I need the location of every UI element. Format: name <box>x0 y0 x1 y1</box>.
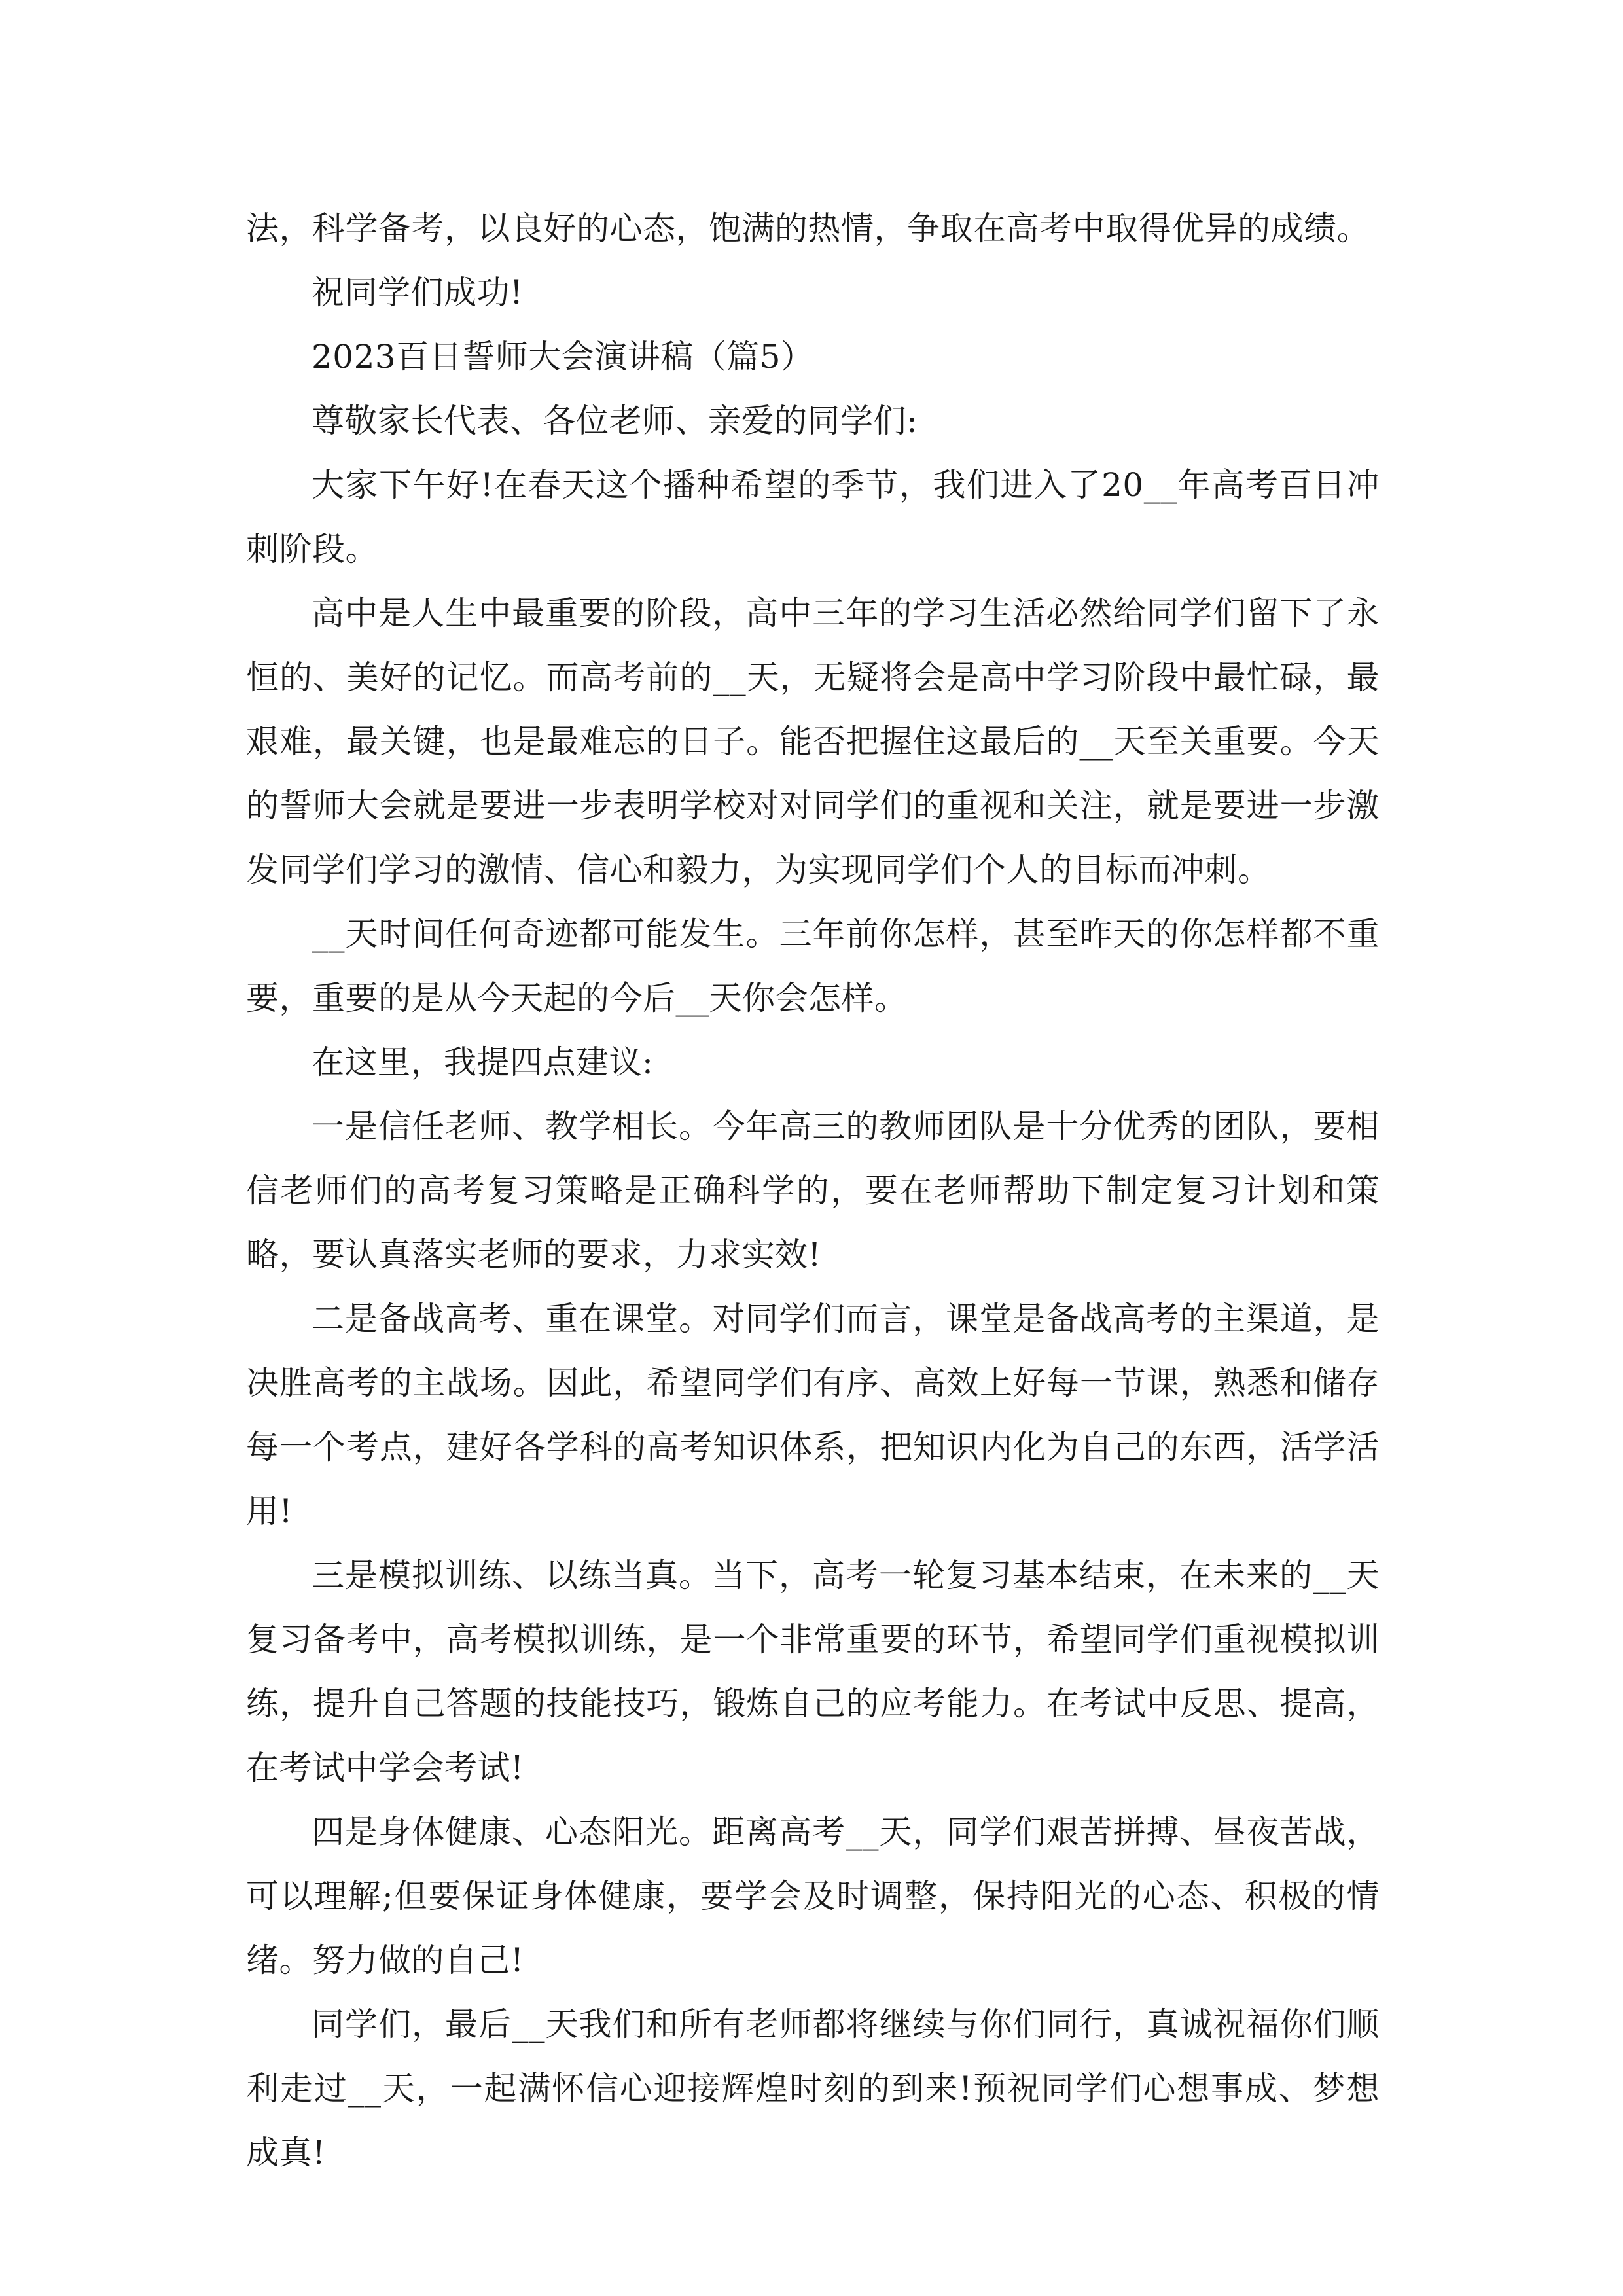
paragraph-closing: 同学们，最后__天我们和所有老师都将继续与你们同行，真诚祝福你们顺利走过__天，一起满怀信心迎接辉煌时刻的到来!预祝同学们心想事成、梦想成真! <box>246 2005 1380 2172</box>
section-title: 2023百日誓师大会演讲稿（篇5） <box>312 338 814 376</box>
paragraph-continuation: 法，科学备考，以良好的心态，饱满的热情，争取在高考中取得优异的成绩。 <box>246 209 1370 247</box>
paragraph-suggestion-3: 三是模拟训练、以练当真。当下，高考一轮复习基本结束，在未来的__天复习备考中，高考模拟训练，是一个非常重要的环节，希望同学们重视模拟训练，提升自己答题的技能技巧，锻炼自己的应考能力。在考试中反思、提高，在考试中学会考试! <box>246 1556 1380 1787</box>
paragraph-suggestion-1: 一是信任老师、教学相长。今年高三的教师团队是十分优秀的团队，要相信老师们的高考复习策略是正确科学的，要在老师帮助下制定复习计划和策略，要认真落实老师的要求，力求实效! <box>246 1107 1380 1274</box>
paragraph-suggestions-intro: 在这里，我提四点建议: <box>312 1043 654 1081</box>
paragraph-suggestion-4: 四是身体健康、心态阳光。距离高考__天，同学们艰苦拼搏、昼夜苦战，可以理解;但要保证身体健康，要学会及时调整，保持阳光的心态、积极的情绪。努力做的自己! <box>246 1813 1380 1979</box>
paragraph-suggestion-2: 二是备战高考、重在课堂。对同学们而言，课堂是备战高考的主渠道，是决胜高考的主战场。因此，希望同学们有序、高效上好每一节课，熟悉和储存每一个考点，建好各学科的高考知识体系，把知识内化为自己的东西，活学活用! <box>246 1300 1380 1530</box>
paragraph-greeting: 大家下午好!在春天这个播种希望的季节，我们进入了20__年高考百日冲刺阶段。 <box>246 466 1380 568</box>
paragraph-body: __天时间任何奇迹都可能发生。三年前你怎样，甚至昨天的你怎样都不重要，重要的是从今天起的今后__天你会怎样。 <box>246 915 1380 1017</box>
paragraph-body: 高中是人生中最重要的阶段，高中三年的学习生活必然给同学们留下了永恒的、美好的记忆。而高考前的__天，无疑将会是高中学习阶段中最忙碌，最艰难，最关键，也是最难忘的日子。能否把握住这最后的__天至关重要。今天的誓师大会就是要进一步表明学校对对同学们的重视和关注，就是要进一步激发同学们学习的激情、信心和毅力，为实现同学们个人的目标而冲刺。 <box>246 594 1380 889</box>
document-body <box>246 196 1380 2185</box>
paragraph-salutation: 尊敬家长代表、各位老师、亲爱的同学们: <box>312 402 918 440</box>
paragraph-closing-wish: 祝同学们成功! <box>312 274 524 312</box>
